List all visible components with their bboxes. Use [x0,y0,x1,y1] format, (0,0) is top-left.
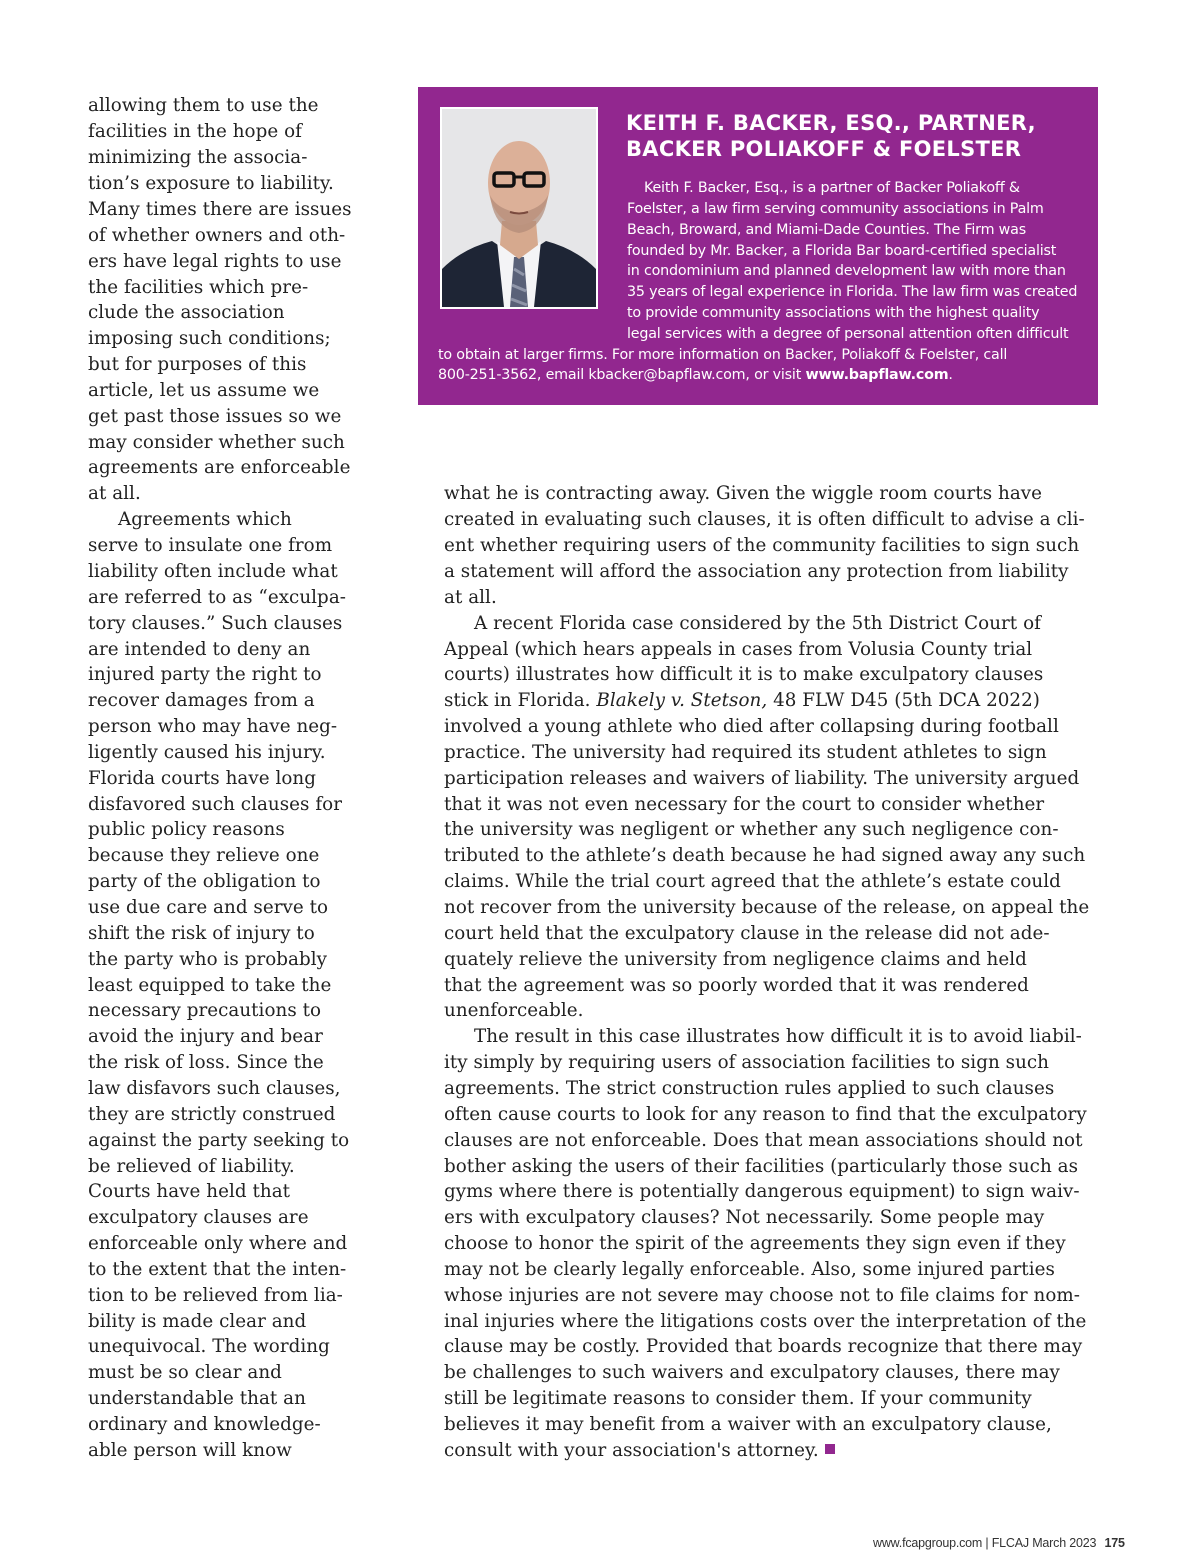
body-line: the party who is probably [88,949,328,970]
body-line: whose injuries are not severe may choose not to file claims for nom- [444,1285,1080,1306]
footer-text: www.fcapgroup.com | FLCAJ March 2023 [873,1536,1097,1550]
body-line: involved a young athlete who died after collapsing during football [444,716,1059,737]
body-line: avoid the injury and bear [88,1026,323,1047]
body-line: clause may be costly. Provided that boards recognize that there may [444,1336,1083,1357]
bio-line: Keith F. Backer, Esq., is a partner of Backer Poliakoff & [644,180,1020,196]
body-line: agreements are enforceable [88,457,351,478]
body-line: what he is contracting away. Given the wiggle room courts have [444,483,1043,504]
body-line: court held that the exculpatory clause in the release did not ade- [444,923,1050,944]
body-line: that the agreement was so poorly worded that it was rendered [444,975,1029,996]
body-line: be relieved of liability. [88,1156,295,1177]
body-line: use due care and serve to [88,897,329,918]
body-line: clauses are not enforceable. Does that mean associations should not [444,1130,1083,1151]
body-line: Many times there are issues [88,199,352,220]
body-line: get past those issues so we [88,406,342,427]
body-line: must be so clear and [88,1362,282,1383]
body-line: tory clauses.” Such clauses [88,613,343,634]
body-line: recover damages from a [88,690,315,711]
page-footer [873,1536,1125,1550]
body-line: be challenges to such waivers and exculpatory clauses, there may [444,1362,1060,1383]
bio-contact-text: 800-251-3562, email kbacker@bapflaw.com, or visit [438,367,806,383]
body-line: the university was negligent or whether any such negligence con- [444,819,1059,840]
body-line: the risk of loss. Since the [88,1052,324,1073]
body-line: liability often include what [88,561,338,582]
body-line: they are strictly construed [88,1104,336,1125]
end-of-article-square-icon [825,1444,835,1454]
body-line: Agreements which [118,509,292,530]
body-line: believes it may benefit from a waiver with an exculpatory clause, [444,1414,1052,1435]
body-line: not recover from the university because of the release, on appeal the [444,897,1090,918]
body-line: ent whether requiring users of the community facilities to sign such [444,535,1080,556]
body-line-with-citation [444,688,1040,714]
body-line: imposing such conditions; [88,328,331,349]
bio-contact-end: . [948,367,953,383]
body-line: often cause courts to look for any reason to find that the exculpatory [444,1104,1087,1125]
body-line: least equipped to take the [88,975,332,996]
bio-line: founded by Mr. Backer, a Florida Bar board-certified specialist [627,243,1057,259]
body-line: agreements. The strict construction rules applied to such clauses [444,1078,1055,1099]
body-line: of whether owners and oth- [88,225,346,246]
page-number: 175 [1104,1536,1125,1550]
body-line: against the party seeking to [88,1130,350,1151]
body-line: Courts have held that [88,1181,291,1202]
body-line: person who may have neg- [88,716,338,737]
body-line: able person will know [88,1440,292,1461]
body-line: ordinary and knowledge- [88,1414,321,1435]
body-line: The result in this case illustrates how difficult it is to avoid liabil- [474,1026,1082,1047]
body-line: unenforceable. [444,1000,584,1021]
bio-contact-line [438,365,953,386]
bio-line: legal services with a degree of personal attention often difficult [627,326,1069,342]
bio-line: Beach, Broward, and Miami-Dade Counties. The Firm was [627,222,1026,238]
body-line: are intended to deny an [88,639,311,660]
body-line: courts) illustrates how difficult it is to make exculpatory clauses [444,664,1044,685]
body-line: may consider whether such [88,432,345,453]
body-line: bility is made clear and [88,1311,307,1332]
body-line: but for purposes of this [88,354,307,375]
body-line: minimizing the associa- [88,147,308,168]
body-line: participation releases and waivers of liability. The university argued [444,768,1080,789]
body-line: claims. While the trial court agreed that the athlete’s estate could [444,871,1061,892]
body-line: tion to be relieved from lia- [88,1285,343,1306]
body-line: tributed to the athlete’s death because he had signed away any such [444,845,1086,866]
body-line: choose to honor the spirit of the agreements they sign even if they [444,1233,1066,1254]
body-line: Appeal (which hears appeals in cases from Volusia County trial [444,639,1033,660]
body-line: at all. [88,483,141,504]
bio-line: to obtain at larger firms. For more information on Backer, Poliakoff & Foelster, call [438,347,1008,363]
case-citation: 48 FLW D45 (5th DCA 2022) [767,690,1040,711]
website-link[interactable]: www.bapflaw.com [805,367,949,383]
body-line: tion’s exposure to liability. [88,173,334,194]
body-line: allowing them to use the [88,95,319,116]
body-line: party of the obligation to [88,871,321,892]
body-line: a statement will afford the association any protection from liability [444,561,1069,582]
body-line: at all. [444,587,497,608]
body-line: exculpatory clauses are [88,1207,309,1228]
author-photo [440,107,598,309]
body-line: ity simply by requiring users of association facilities to sign such [444,1052,1050,1073]
body-line: because they relieve one [88,845,320,866]
body-line: ers have legal rights to use [88,251,342,272]
body-line: law disfavors such clauses, [88,1078,341,1099]
body-line: understandable that an [88,1388,306,1409]
body-line: quately relieve the university from negligence claims and held [444,949,1027,970]
body-text: stick in Florida. [444,690,591,711]
bio-line: Foelster, a law firm serving community associations in Palm [627,201,1044,217]
body-line: public policy reasons [88,819,285,840]
body-line: article, let us assume we [88,380,320,401]
bio-line: in condominium and planned development law with more than [627,263,1066,279]
body-line: unequivocal. The wording [88,1336,330,1357]
bio-line: to provide community associations with the highest quality [627,305,1040,321]
body-line: ers with exculpatory clauses? Not necessarily. Some people may [444,1207,1045,1228]
body-line: shift the risk of injury to [88,923,315,944]
author-bio-box [418,87,1098,405]
bio-line: 35 years of legal experience in Florida. The law firm was created [627,284,1078,300]
body-line: enforceable only where and [88,1233,348,1254]
bio-title-line: KEITH F. BACKER, ESQ., PARTNER, [626,111,1036,135]
body-line-final [444,1438,835,1464]
body-line: gyms where there is potentially dangerous equipment) to sign waiv- [444,1181,1080,1202]
case-name: Blakely v. Stetson, [596,690,768,711]
body-text: consult with your association's attorney. [444,1440,819,1461]
body-line: clude the association [88,302,285,323]
body-line: practice. The university had required its student athletes to sign [444,742,1047,763]
body-line: disfavored such clauses for [88,794,342,815]
bio-title-line: BACKER POLIAKOFF & FOELSTER [626,137,1022,161]
body-line: facilities in the hope of [88,121,302,142]
body-line: that it was not even necessary for the court to consider whether [444,794,1045,815]
body-line: bother asking the users of their facilities (particularly those such as [444,1156,1079,1177]
body-line: created in evaluating such clauses, it is often difficult to advise a cli- [444,509,1085,530]
body-line: necessary precautions to [88,1000,322,1021]
body-line: to the extent that the inten- [88,1259,347,1280]
body-line: A recent Florida case considered by the 5th District Court of [474,613,1041,634]
body-line: are referred to as “exculpa- [88,587,346,608]
body-line: ligently caused his injury. [88,742,326,763]
body-line: may not be clearly legally enforceable. Also, some injured parties [444,1259,1055,1280]
body-line: serve to insulate one from [88,535,333,556]
body-line: Florida courts have long [88,768,316,789]
body-line: still be legitimate reasons to consider them. If your community [444,1388,1032,1409]
body-line: injured party the right to [88,664,322,685]
body-line: inal injuries where the litigations costs over the interpretation of the [444,1311,1087,1332]
body-line: the facilities which pre- [88,277,309,298]
